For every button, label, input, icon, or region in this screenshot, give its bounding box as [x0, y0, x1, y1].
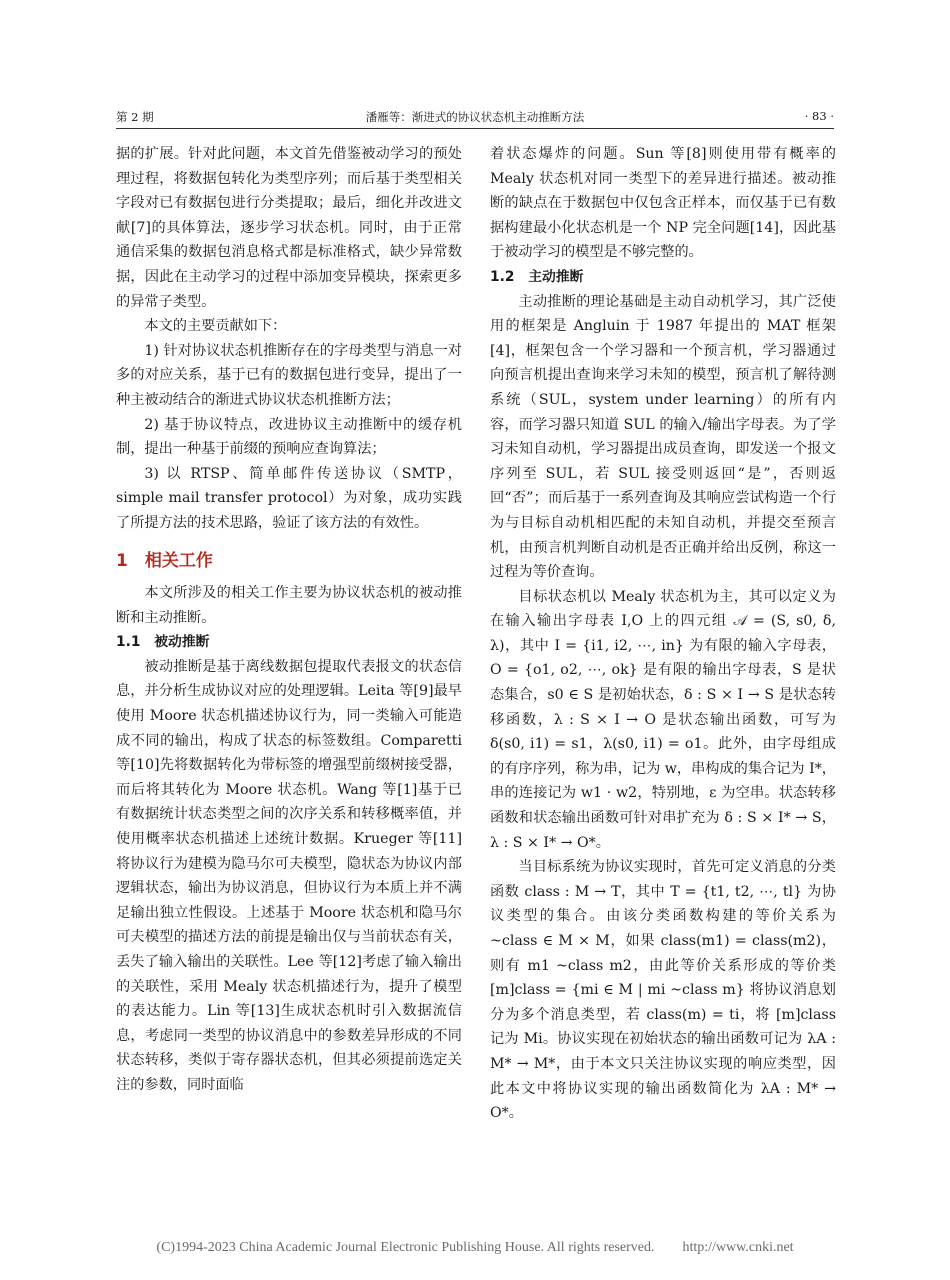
running-header [116, 109, 834, 125]
page-number: · 83 · [804, 109, 834, 123]
subsection-heading: 1.2 主动推断 [490, 268, 584, 285]
paragraph: 本文的主要贡献如下： [144, 318, 287, 335]
left-column [116, 142, 462, 1098]
paragraph: 当目标系统为协议实现时，首先可定义消息的分类函数 class : M → T，其中 T = {t1, t2, ⋯, tl} 为协议类型的集合。由该分类函数构建的等价关系为 ~class ∈ M × M，如果 class(m1) = class(m2)，则有 m1 ~class m2，由此等价关系形成的等价类 [m]class = {mi ∈ M | mi ~class m} 将协议消息划分为多个消息类型，若 class(m) = ti，将 [m]class 记为 Mi。协议实现在初始状态的输出函数可记为 λA : M* → M*，由于本文只关注协议实现的响应类型，因此本文中将协议实现的输出函数简化为 λA : M* → O*。 [490, 859, 836, 1122]
paragraph: 本文所涉及的相关工作主要为协议状态机的被动推断和主动推断。 [116, 585, 462, 626]
issue-number: 第 2 期 [116, 110, 154, 124]
header-rule [116, 128, 834, 129]
copyright-footer: (C)1994-2023 China Academic Journal Electronic Publishing House. All rights reserved. http://www.cnki.net [156, 1240, 794, 1255]
paragraph: 被动推断是基于离线数据包提取代表报文的状态信息，并分析生成协议对应的处理逻辑。Leita 等[9]最早使用 Moore 状态机描述协议行为，同一类输入可能造成不同的输出，构成了状态的标签数组。Comparetti 等[10]先将数据转化为带标签的增强型前缀树接受器，而后将其转化为 Moore 状态机。Wang 等[1]基于已有数据统计状态类型之间的次序关系和转移概率值，并使用概率状态机描述上述统计数据。Krueger 等[11]将协议行为建模为隐马尔可夫模型，隐状态为协议内部逻辑状态，输出为协议消息，但协议行为本质上并不满足输出独立性假设。上述基于 Moore 状态机和隐马尔可夫模型的描述方法的前提是输出仅与当前状态有关，丢失了输入输出的关联性。Lee 等[12]考虑了输入输出的关联性，采用 Mealy 状态机描述行为，提升了模型的表达能力。Lin 等[13]生成状态机时引入数据流信息，考虑同一类型的协议消息中的参数差异形成的不同状态转移，类似于寄存器状态机，但其必须提前选定关注的参数，同时面临 [116, 658, 462, 1093]
paragraph: 据的扩展。针对此问题，本文首先借鉴被动学习的预处理过程，将数据包转化为类型序列；而后基于类型相关字段对已有数据包进行分类提取；最后，细化并改进文献[7]的具体算法，逐步学习状态机。同时，由于正常通信采集的数据包消息格式都是标准格式，缺少异常数据，因此在主动学习的过程中添加变异模块，探索更多的异常子类型。 [116, 146, 462, 310]
paragraph: 1) 针对协议状态机推断存在的字母类型与消息一对多的对应关系，基于已有的数据包进行变异，提出了一种主被动结合的渐进式协议状态机推断方法； [116, 342, 462, 408]
paragraph: 主动推断的理论基础是主动自动机学习，其广泛使用的框架是 Angluin 于 1987 年提出的 MAT 框架[4]，框架包含一个学习器和一个预言机，学习器通过向预言机提出查询来学习未知的模型，预言机了解待测系统（SUL，system under learning）的所有内容，而学习器只知道 SUL 的输入/输出字母表。为了学习未知自动机，学习器提出成员查询，即发送一个报文序列至 SUL，若 SUL 接受则返回“是”，否则返回“否”；而后基于一系列查询及其响应尝试构造一个行为与目标自动机相匹配的未知自动机，并提交至预言机，由预言机判断自动机是否正确并给出反例，称这一过程为等价查询。 [490, 293, 836, 581]
section-heading: 1 相关工作 [116, 550, 213, 571]
right-column [490, 142, 836, 1126]
paragraph: 2) 基于协议特点，改进协议主动推断中的缓存机制，提出一种基于前缀的预响应查询算法； [116, 416, 462, 458]
paragraph: 3) 以 RTSP、简单邮件传送协议（SMTP，simple mail transfer protocol）为对象，成功实践了所提方法的技术思路，验证了该方法的有效性。 [116, 465, 462, 531]
paragraph: 着状态爆炸的问题。Sun 等[8]则使用带有概率的 Mealy 状态机对同一类型下的差异进行描述。被动推断的缺点在于数据包中仅包含正样本，而仅基于已有数据构建最小化状态机是一个 NP 完全问题[14]，因此基于被动学习的模型是不够完整的。 [490, 146, 836, 261]
running-title: 潘雁等：渐进式的协议状态机主动推断方法 [365, 110, 585, 124]
subsection-heading: 1.1 被动推断 [116, 634, 210, 651]
paragraph: 目标状态机以 Mealy 状态机为主，其可以定义为在输入输出字母表 I,O 上的四元组 𝒜 = (S, s0, δ, λ)，其中 I = {i1, i2, ⋯, in} 为有限的输入字母表，O = {o1, o2, ⋯, ok} 是有限的输出字母表，S 是状态集合，s0 ∈ S 是初始状态，δ : S × I → S 是状态转移函数，λ : S × I → O 是状态输出函数，可写为 δ(s0, i1) = s1，λ(s0, i1) = o1。此外，由字母组成的有序序列，称为串，记为 w，串构成的集合记为 I*，串的连接记为 w1 · w2，特别地，ε 为空串。状态转移函数和状态输出函数可针对串扩充为 δ : S × I* → S，λ : S × I* → O*。 [490, 588, 836, 851]
